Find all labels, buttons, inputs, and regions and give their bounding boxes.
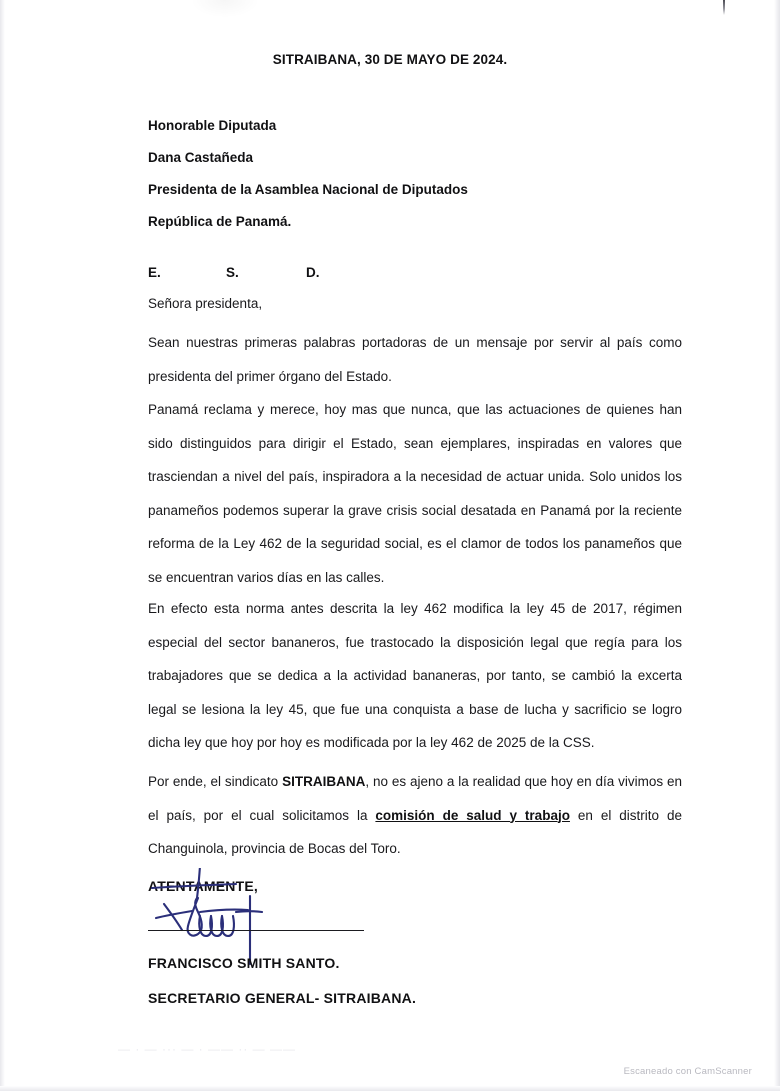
union-name-bold: SITRAIBANA <box>282 774 366 789</box>
paragraph-4-text <box>148 765 682 866</box>
paragraph-3-text: En efecto esta norma antes descrita la ley 462 modifica la ley 45 de 2017, régimen especial del sector bananeros, fue trastocado la disposición legal que regía para los trabajadores que se dedica a la actividad bananeras, por tanto, se cambió la excerta legal se lesiona la ley 45, que fue una conquista a base de lucha y sacrificio se logro dicha ley que hoy por hoy es modificada por la ley 462 de 2025 de la CSS. <box>148 601 682 750</box>
page-bleed-through-ghost: — · — ··· — · —— ·· — —— <box>118 1042 296 1056</box>
commission-request-underlined: comisión de salud y trabajo <box>375 807 570 823</box>
scanner-watermark: Escaneado con CamScanner <box>623 1066 752 1077</box>
signature-rule-line <box>148 930 364 931</box>
addressee-line-role: Presidenta de la Asamblea Nacional de Diputados <box>148 182 468 197</box>
handwritten-signature-icon <box>140 868 440 968</box>
paragraph-1 <box>148 326 682 393</box>
paragraph-4 <box>148 765 682 866</box>
paragraph-2-text: Panamá reclama y merece, hoy mas que nunca, que las actuaciones de quienes han sido distinguidos para dirigir el Estado, sean ejemplares, inspiradas en valores que trasciendan a nivel del país, inspiradora a la necesidad de actuar unida. Solo unidos los panameños podemos superar la grave crisis social desatada en Panamá por la reciente reforma de la Ley 462 de la seguridad social, es el clamor de todos los panameños que se encuentran varios días en las calles. <box>148 402 682 585</box>
addressee-line-country: República de Panamá. <box>148 214 292 229</box>
esd-row <box>148 265 448 280</box>
signature-area <box>140 868 440 968</box>
paragraph-4-segment-1: Por ende, el sindicato <box>148 774 283 789</box>
paragraph-4-segment-3: en el distrito de Changuinola, provincia de Bocas del Toro. <box>148 807 683 856</box>
addressee-line-title: Honorable Diputada <box>148 118 277 133</box>
esd-d: D. <box>306 265 320 280</box>
paragraph-1-text: Sean nuestras primeras palabras portadoras de un mensaje por servir al país como presidenta del primer órgano del Estado. <box>148 335 682 384</box>
paragraph-3 <box>148 592 682 760</box>
letter-date-line: SITRAIBANA, 30 DE MAYO DE 2024. <box>272 52 508 67</box>
addressee-block <box>148 110 668 238</box>
salutation: Señora presidenta, <box>148 296 263 311</box>
paragraph-2 <box>148 393 682 594</box>
paragraph-4-segment-2: , no es ajeno a la realidad que hoy en día vivimos en el país, por el cual solicitamos la <box>148 774 682 823</box>
esd-s: S. <box>226 265 239 280</box>
esd-e: E. <box>148 265 161 280</box>
closing-salutation: ATENTAMENTE, <box>148 878 258 894</box>
signer-role: SECRETARIO GENERAL- SITRAIBANA. <box>148 990 417 1006</box>
signer-name: FRANCISCO SMITH SANTO. <box>148 955 340 971</box>
addressee-line-name: Dana Castañeda <box>148 150 254 165</box>
